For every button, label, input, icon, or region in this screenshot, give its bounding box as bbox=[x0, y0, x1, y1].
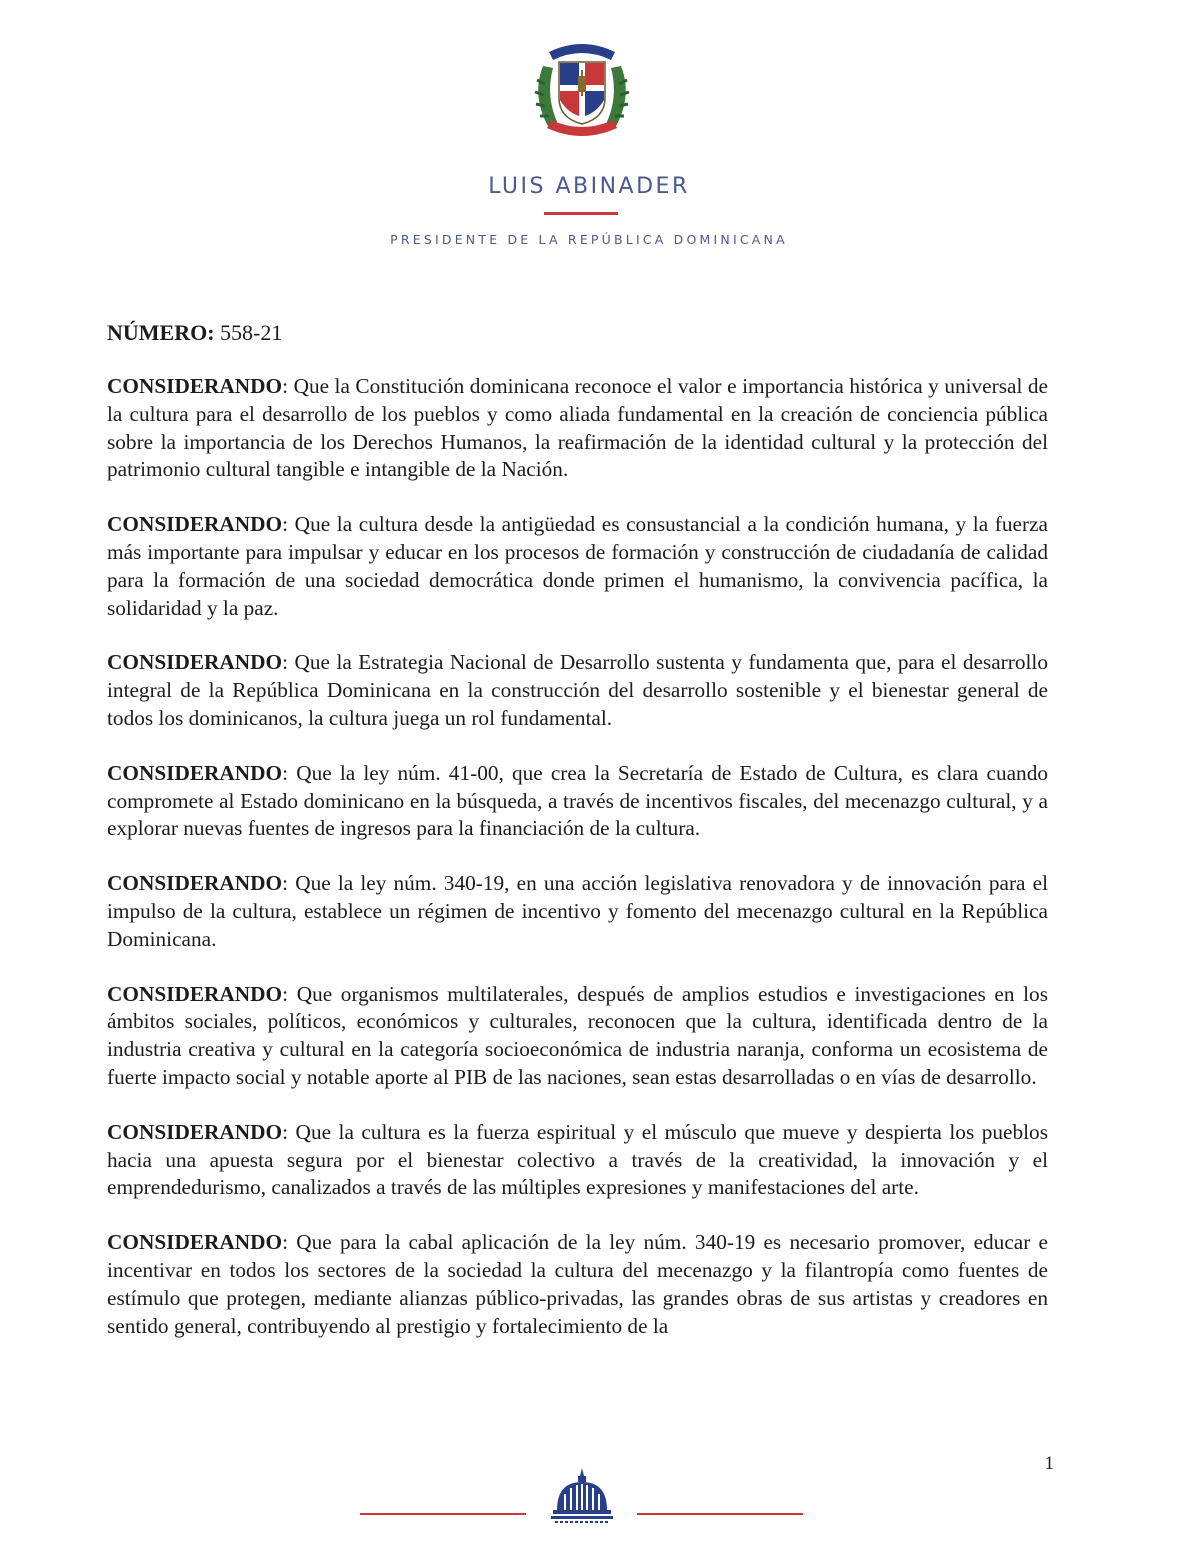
considerando-paragraph bbox=[107, 511, 1048, 622]
considerando-paragraph bbox=[107, 981, 1048, 1092]
document-body bbox=[107, 318, 1048, 1340]
considerando-paragraph bbox=[107, 373, 1048, 484]
considerando-label: CONSIDERANDO bbox=[107, 512, 283, 537]
considerando-label: CONSIDERANDO bbox=[107, 1230, 283, 1255]
considerando-text: : Que la cultura desde la antigüedad es consustancial a la condición humana, y la fuerza más importante para impulsar y educar en los procesos de formación y construcción de ciudadanía de calidad para la formación de una sociedad democrática donde primen el humanismo, la convivencia pacífica, la solidaridad y la paz. bbox=[107, 512, 1048, 620]
considerando-text: : Que la Constitución dominicana reconoce el valor e importancia histórica y universal de la cultura para el desarrollo de los pueblos y como aliada fundamental en la creación de conciencia pública sobre la importancia de los Derechos Humanos, la reafirmación de la identidad cultural y la protección del patrimonio cultural tangible e intangible de la Nación. bbox=[107, 374, 1048, 482]
considerando-text: : Que organismos multilaterales, después de amplios estudios e investigaciones en los ámbitos sociales, políticos, económicos y culturales, reconocen que la cultura, identificada dentro de la industria creativa y cultural en la categoría socioeconómica de industria naranja, conforma un ecosistema de fuerte impacto social y notable aporte al PIB de las naciones, sean estas desarrolladas o en vías de desarrollo. bbox=[107, 981, 1048, 1089]
considerando-text: : Que la Estrategia Nacional de Desarrollo sustenta y fundamenta que, para el desarrollo integral de la República Dominicana en la construcción del desarrollo sostenible y el bienestar general de todos los dominicanos, la cultura juega un rol fundamental. bbox=[107, 650, 1048, 730]
president-name: LUIS ABINADER bbox=[488, 174, 690, 199]
considerando-text: : Que la ley núm. 41-00, que crea la Secretaría de Estado de Cultura, es clara cuando compromete al Estado dominicano en la búsqueda, a través de incentivos fiscales, del mecenazgo cultural, y a explorar nuevas fuentes de ingresos para la financiación de la cultura. bbox=[107, 760, 1048, 841]
decree-number-label: NÚMERO: bbox=[107, 320, 215, 345]
coat-of-arms-icon bbox=[527, 36, 637, 144]
considerando-paragraph bbox=[107, 1119, 1048, 1202]
considerando-label: CONSIDERANDO bbox=[107, 760, 283, 785]
considerando-paragraph bbox=[107, 870, 1048, 953]
considerando-label: CONSIDERANDO bbox=[107, 981, 283, 1006]
decree-number-value: 558-21 bbox=[214, 320, 283, 345]
considerando-label: CONSIDERANDO bbox=[107, 374, 283, 398]
decree-number bbox=[107, 318, 1048, 348]
considerando-paragraph bbox=[107, 649, 1048, 732]
considerando-text: : Que para la cabal aplicación de la ley núm. 340-19 es necesario promover, educar e incentivar en todos los sectores de la sociedad la cultura del mecenazgo y la filantropía como fuentes de estímulo que protegen, mediante alianzas público-privadas, las grandes obras de sus artistas y creadores en sentido general, contribuyendo al prestigio y fortalecimiento de la bbox=[107, 1230, 1048, 1338]
footer-divider-left bbox=[360, 1513, 526, 1515]
considerando-label: CONSIDERANDO bbox=[107, 871, 283, 896]
considerando-text: : Que la cultura es la fuerza espiritual y el músculo que mueve y despierta los pueblos hacia una apuesta segura por el bienestar colectivo a través de la creatividad, la innovación y el emprendedurismo, canalizados a través de las múltiples expresiones y manifestaciones del arte. bbox=[107, 1119, 1048, 1200]
considerando-label: CONSIDERANDO bbox=[107, 1119, 283, 1144]
page-number: 1 bbox=[1044, 1453, 1054, 1474]
letterhead bbox=[0, 0, 1178, 300]
president-title: PRESIDENTE DE LA REPÚBLICA DOMINICANA bbox=[390, 232, 788, 247]
footer-divider-right bbox=[637, 1513, 803, 1515]
considerando-paragraph bbox=[107, 760, 1048, 843]
considerando-text: : Que la ley núm. 340-19, en una acción legislativa renovadora y de innovación para el impulso de la cultura, establece un régimen de incentivo y fomento del mecenazgo cultural en la República Dominicana. bbox=[107, 871, 1048, 951]
palace-dome-icon bbox=[549, 1466, 615, 1526]
name-divider bbox=[544, 212, 618, 215]
considerando-paragraph bbox=[107, 1229, 1048, 1340]
considerando-label: CONSIDERANDO bbox=[107, 650, 283, 675]
